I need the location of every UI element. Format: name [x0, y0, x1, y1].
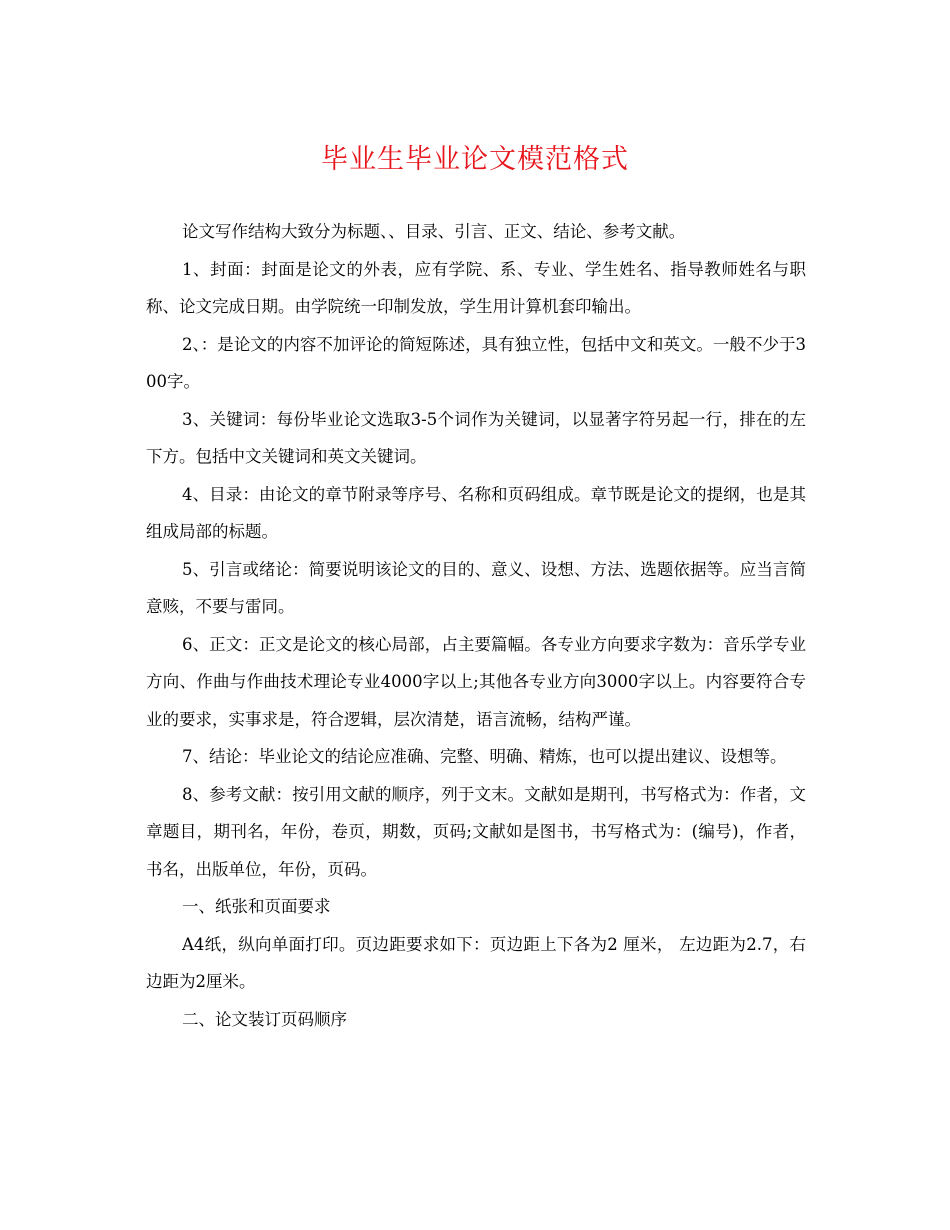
paragraph-conclusion: 7、结论：毕业论文的结论应准确、完整、明确、精炼，也可以提出建议、设想等。 [182, 747, 787, 766]
document-body [146, 213, 806, 1038]
paragraph-references: 8、参考文献：按引用文献的顺序，列于文末。文献如是期刊，书写格式为：作者，文章题目，期刊名，年份，卷页，期数，页码;文献如是图书，书写格式为：(编号)，作者，书名，出版单位，年份，页码。 [146, 784, 806, 879]
section-heading-paper: 一、纸张和页面要求 [182, 897, 331, 916]
paragraph-keywords: 3、关键词：每份毕业论文选取3-5个词作为关键词，以显著字符另起一行，排在的左下方。包括中文关键词和英文关键词。 [146, 409, 806, 466]
document-title: 毕业生毕业论文模范格式 [321, 144, 629, 175]
paragraph-main-text: 6、正文：正文是论文的核心局部，占主要篇幅。各专业方向要求字数为：音乐学专业方向、作曲与作曲技术理论专业4000字以上;其他各专业方向3000字以上。内容要符合专业的要求，实事求是，符合逻辑，层次清楚，语言流畅，结构严谨。 [146, 634, 806, 729]
paragraph-abstract: 2、：是论文的内容不加评论的简短陈述，具有独立性，包括中文和英文。一般不少于300字。 [146, 334, 806, 391]
paragraph-toc: 4、目录：由论文的章节附录等序号、名称和页码组成。章节既是论文的提纲，也是其组成局部的标题。 [146, 484, 806, 541]
paragraph-introduction: 5、引言或绪论：简要说明该论文的目的、意义、设想、方法、选题依据等。应当言简意赅，不要与雷同。 [146, 559, 806, 616]
paragraph-cover: 1、封面：封面是论文的外表，应有学院、系、专业、学生姓名、指导教师姓名与职称、论文完成日期。由学院统一印制发放，学生用计算机套印输出。 [146, 259, 806, 316]
paragraph-paper-requirements: A4纸，纵向单面打印。页边距要求如下：页边距上下各为2 厘米， 左边距为2.7，右边距为2厘米。 [146, 934, 806, 991]
paragraph-intro: 论文写作结构大致分为标题、、目录、引言、正文、结论、参考文献。 [182, 222, 686, 241]
section-heading-binding: 二、论文装订页码顺序 [182, 1009, 347, 1029]
